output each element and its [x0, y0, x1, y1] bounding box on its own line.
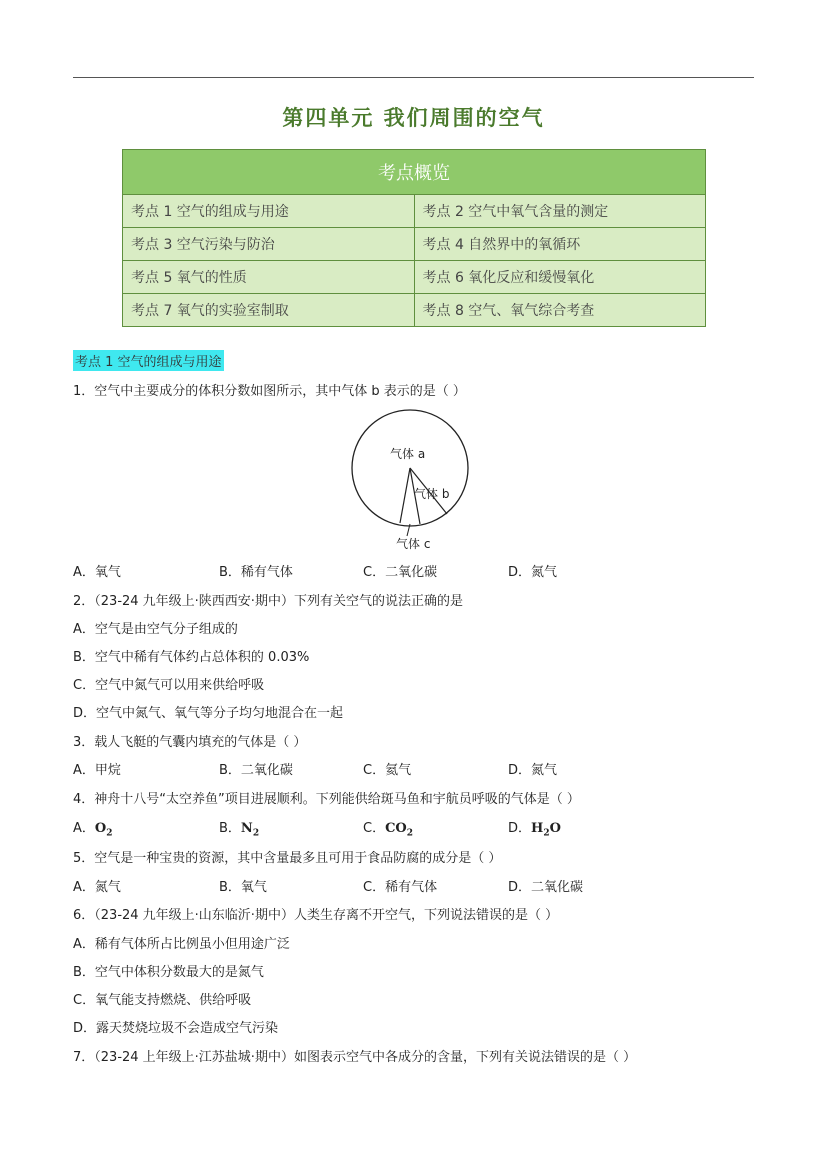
- pie-label-a: 气体 a: [390, 447, 426, 461]
- question-7-stem: 7．（23-24 上年级上·江苏盐城·期中）如图表示空气中各成分的含量，下列有关说法错误的是（ ）: [73, 1050, 637, 1065]
- option-prefix: B．: [219, 821, 241, 836]
- option: C．稀有气体: [363, 880, 438, 895]
- section-heading: 考点 1 空气的组成与用途: [73, 350, 224, 371]
- question-6-stem: 6．（23-24 九年级上·山东临沂·期中）人类生存离不开空气，下列说法错误的是（ ）: [73, 908, 559, 923]
- question-2-stem: 2．（23-24 九年级上·陕西西安·期中）下列有关空气的说法正确的是: [73, 594, 463, 609]
- question-4-stem: 4．神舟十八号“太空养鱼”项目进展顺利。下列能供给斑马鱼和宇航员呼吸的气体是（ ）: [73, 792, 580, 807]
- option: A．氧气: [73, 565, 121, 580]
- overview-header: 考点概览: [123, 150, 706, 195]
- option: [508, 817, 561, 839]
- air-composition-pie-figure: [350, 408, 470, 556]
- question-5-stem: 5．空气是一种宝贵的资源，其中含量最多且可用于食品防腐的成分是（ ）: [73, 851, 502, 866]
- option-prefix: A．: [73, 821, 95, 836]
- chem-formula: $H_2O$: [531, 821, 561, 839]
- option: B．氧气: [219, 880, 267, 895]
- overview-cell: 考点 8 空气、氧气综合考查: [414, 294, 706, 327]
- pie-label-c: 气体 c: [396, 537, 431, 551]
- option: D．空气中氮气、氧气等分子均匀地混合在一起: [73, 706, 344, 721]
- option: [219, 817, 259, 839]
- overview-cell: 考点 1 空气的组成与用途: [123, 195, 415, 228]
- option-prefix: C．: [363, 821, 386, 836]
- chem-formula: $CO_2$: [385, 821, 414, 839]
- question-3-stem: 3．载人飞艇的气囊内填充的气体是（ ）: [73, 735, 307, 750]
- header-rule: [73, 77, 754, 78]
- option: A．氮气: [73, 880, 121, 895]
- overview-cell: 考点 6 氧化反应和缓慢氧化: [414, 261, 706, 294]
- question-4-options: [73, 817, 693, 839]
- option: A．稀有气体所占比例虽小但用途广泛: [73, 937, 290, 952]
- option: D．氮气: [508, 763, 558, 778]
- overview-cell: 考点 4 自然界中的氧循环: [414, 228, 706, 261]
- option: [363, 817, 413, 839]
- option: C．二氧化碳: [363, 565, 438, 580]
- option: D．露天焚烧垃圾不会造成空气污染: [73, 1021, 279, 1036]
- option: A．甲烷: [73, 763, 121, 778]
- option-prefix: D．: [508, 821, 532, 836]
- overview-cell: 考点 5 氧气的性质: [123, 261, 415, 294]
- question-1-options: [73, 561, 693, 579]
- chem-formula: $N_2$: [240, 821, 260, 839]
- option: B．空气中稀有气体约占总体积的 0.03%: [73, 650, 310, 665]
- chem-formula: $O_2$: [94, 821, 113, 839]
- option: B．稀有气体: [219, 565, 293, 580]
- overview-table: [122, 149, 706, 327]
- pie-label-b: 气体 b: [414, 487, 450, 501]
- option: C．氦气: [363, 763, 412, 778]
- option: B．空气中体积分数最大的是氮气: [73, 965, 264, 980]
- overview-cell: 考点 2 空气中氧气含量的测定: [414, 195, 706, 228]
- option: A．空气是由空气分子组成的: [73, 622, 238, 637]
- overview-cell: 考点 3 空气污染与防治: [123, 228, 415, 261]
- option: D．二氧化碳: [508, 880, 584, 895]
- option: C．氧气能支持燃烧、供给呼吸: [73, 993, 252, 1008]
- question-5-options: [73, 876, 693, 894]
- option: B．二氧化碳: [219, 763, 293, 778]
- question-1-stem: 1．空气中主要成分的体积分数如图所示，其中气体 b 表示的是（ ）: [73, 384, 466, 399]
- option: [73, 817, 113, 839]
- option: C．空气中氮气可以用来供给呼吸: [73, 678, 265, 693]
- question-3-options: [73, 759, 693, 777]
- page-title: 第四单元 我们周围的空气: [282, 105, 545, 130]
- overview-cell: 考点 7 氧气的实验室制取: [123, 294, 415, 327]
- option: D．氮气: [508, 565, 558, 580]
